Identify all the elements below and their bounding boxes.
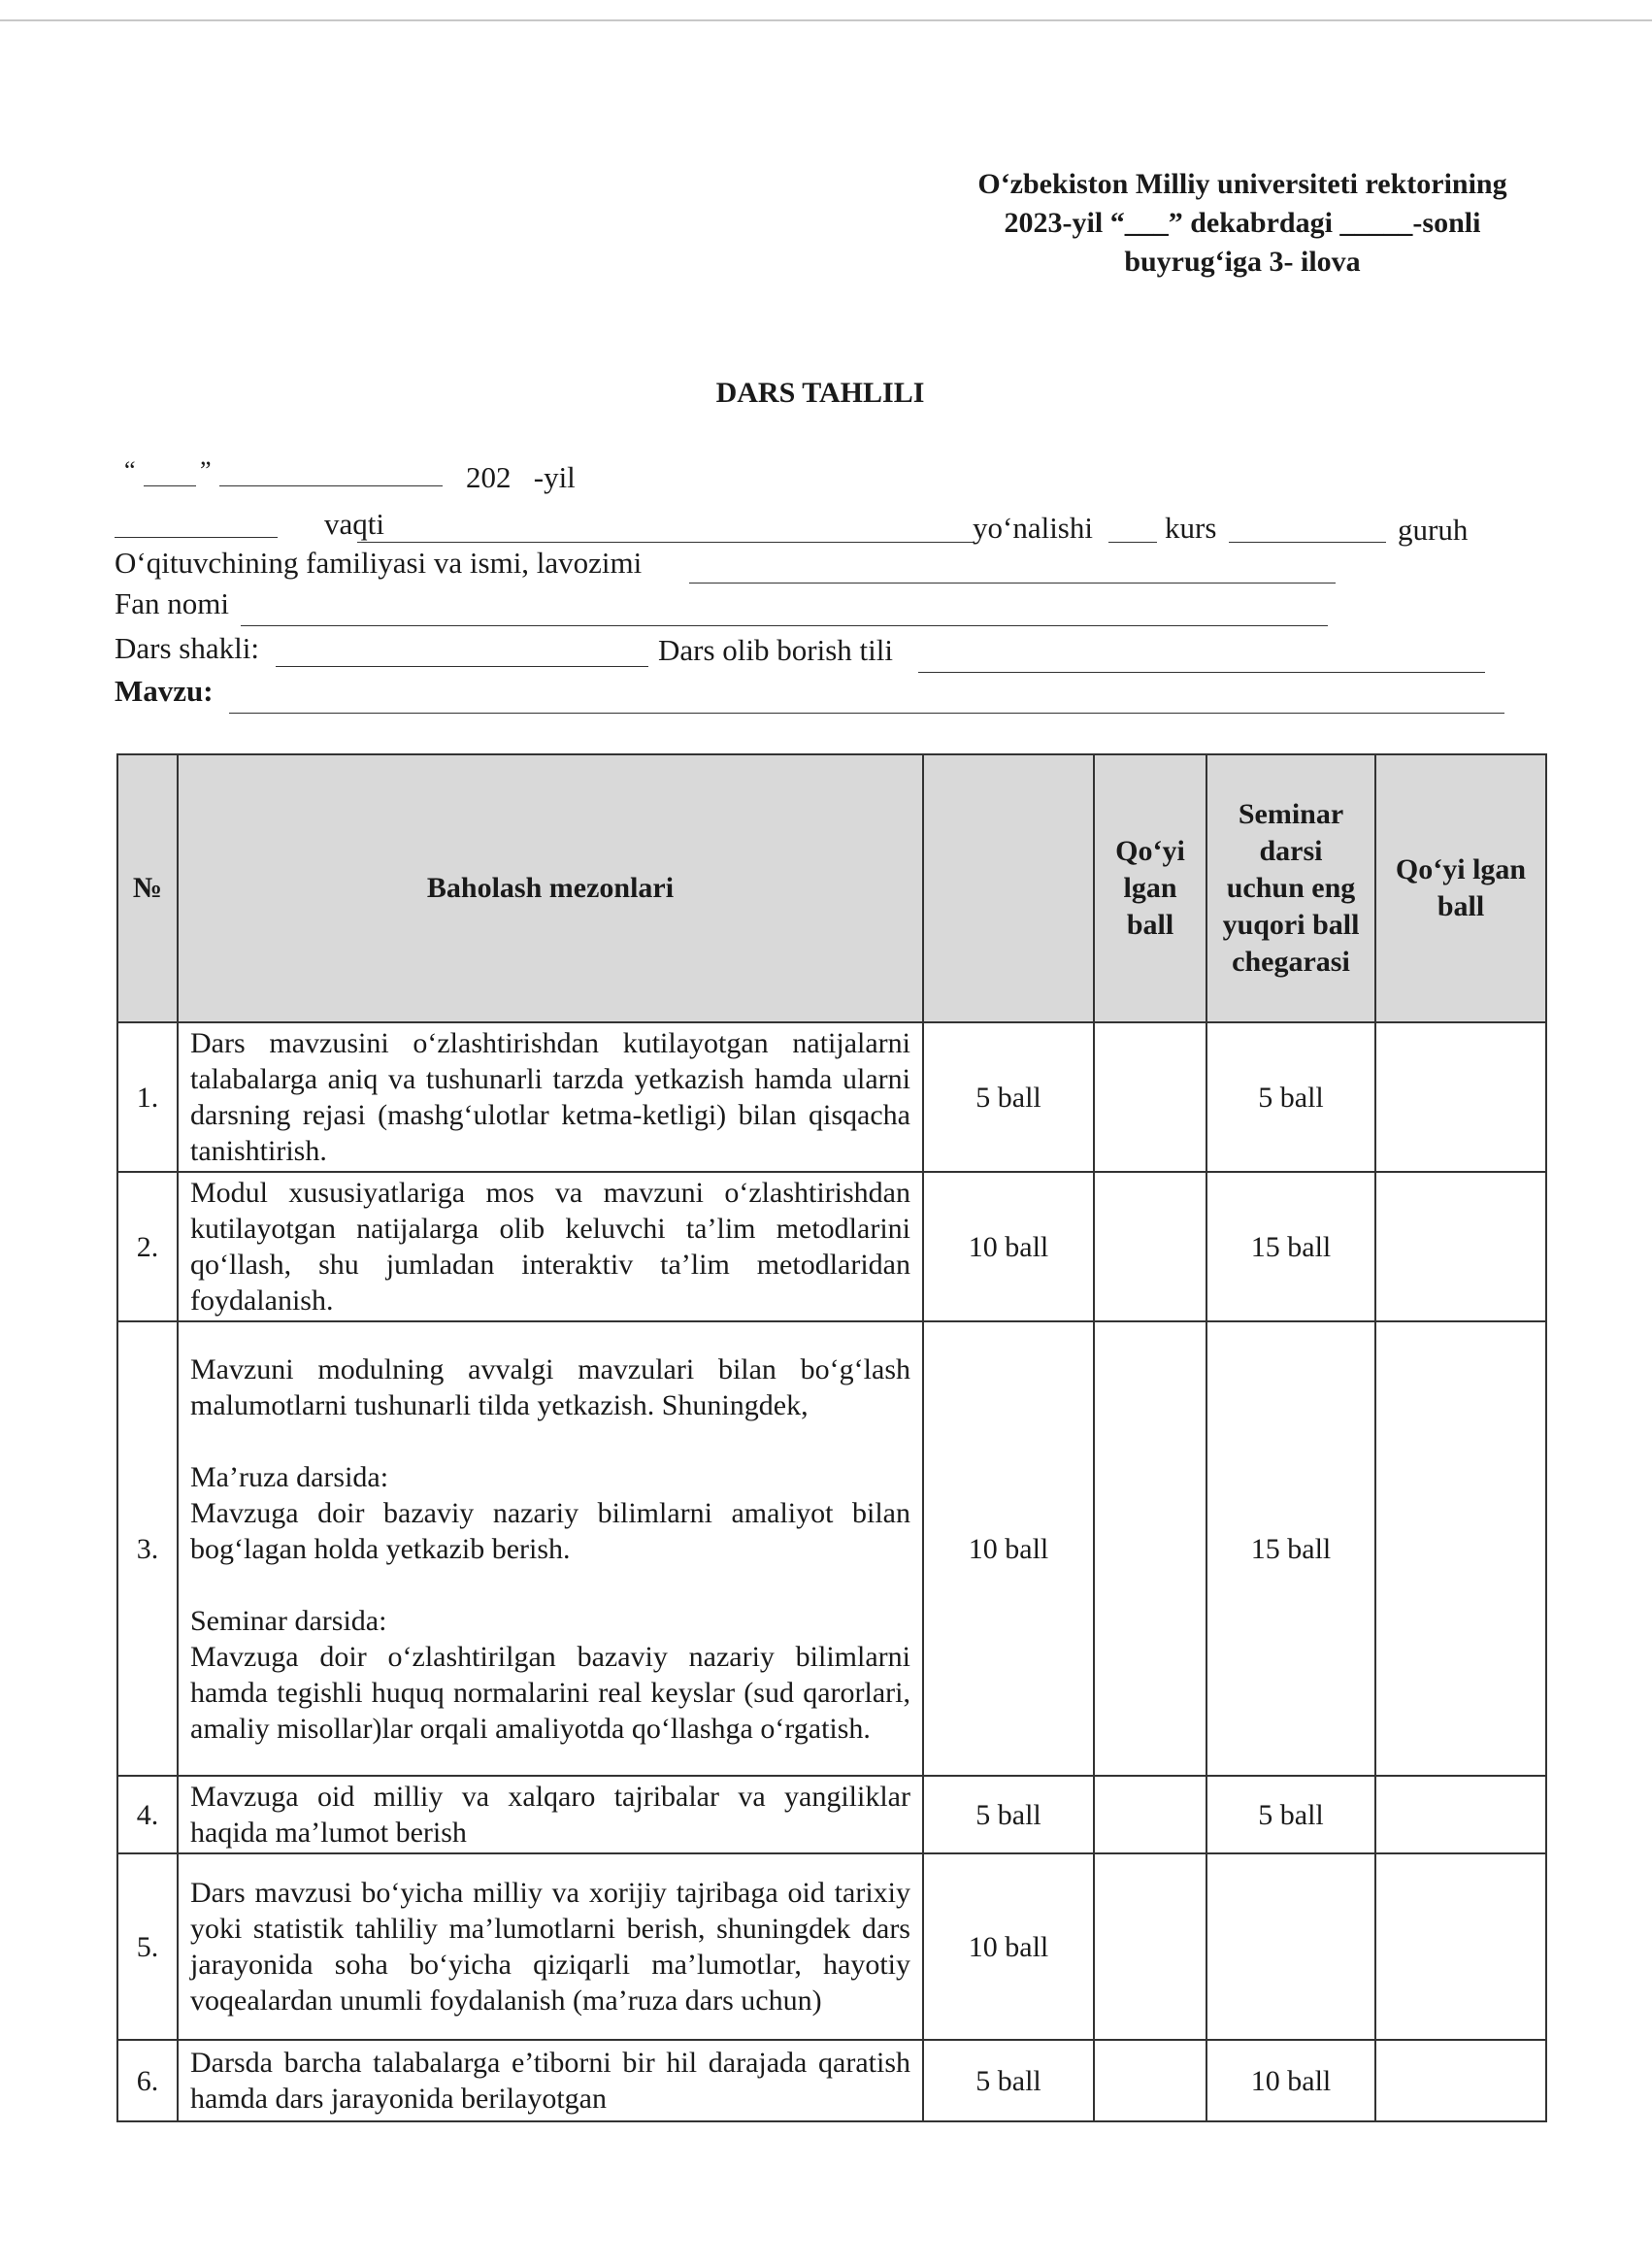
lesson-pair-field[interactable] [115, 537, 278, 538]
lecture-given-cell[interactable] [1094, 1022, 1206, 1172]
language-label: Dars olib borish tili [658, 633, 893, 667]
criterion-text [178, 1776, 923, 1853]
seminar-max-ball: 5 ball [1206, 1022, 1375, 1172]
seminar-given-cell[interactable] [1375, 1321, 1546, 1776]
header-criteria: Baholash mezonlari [178, 754, 923, 1022]
criteria-table [116, 753, 1547, 2122]
seminar-given-cell[interactable] [1375, 1853, 1546, 2040]
criterion-paragraph: Mavzuni modulning avvalgi mavzulari bilan bo‘g‘lash malumotlarni tushunarli tilda yetkazish. Shuningdek, [190, 1352, 910, 1421]
criterion-text [178, 1022, 923, 1172]
seminar-subheading: Seminar darsida: [190, 1604, 387, 1637]
lesson-form-field[interactable] [276, 666, 648, 667]
lecture-given-cell[interactable] [1094, 1321, 1206, 1776]
criterion-text [178, 2040, 923, 2121]
criterion-paragraph: Mavzuga doir o‘zlashtirilgan bazaviy nazariy bilimlarni hamda tegishli huquq normalarini real keyslar (sud qarorlari, amaliy misollar)lar orqali amaliyotda qo‘llashga o‘rgatish. [190, 1640, 910, 1745]
lecture-max-ball: 10 ball [923, 1172, 1094, 1321]
teacher-field[interactable] [689, 583, 1336, 584]
row-num: 5. [117, 1853, 178, 2040]
date-day-field[interactable] [144, 485, 196, 486]
row-num: 2. [117, 1172, 178, 1321]
seminar-max-ball: 5 ball [1206, 1776, 1375, 1853]
table-header-row [117, 754, 1546, 1022]
direction-label: yo‘nalishi [973, 511, 1093, 545]
lecture-given-cell[interactable] [1094, 1172, 1206, 1321]
table-row [117, 1853, 1546, 2040]
subject-label: Fan nomi [115, 586, 229, 620]
group-label: guruh [1398, 513, 1469, 547]
criterion-paragraph: Darsda barcha talabalarga e’tiborni bir hil darajada qaratish hamda dars jarayonida berilayotgan [190, 2047, 910, 2115]
seminar-given-cell[interactable] [1375, 1022, 1546, 1172]
approval-line-1: O‘zbekiston Milliy universiteti rektorining [977, 168, 1507, 200]
header-lecture-given: Qo‘yi lgan ball [1094, 754, 1206, 1022]
lesson-form-label: Dars shakli: [115, 631, 259, 665]
time-label: vaqti [324, 507, 384, 541]
criterion-paragraph: Dars mavzusi bo‘yicha milliy va xorijiy tajribaga oid tarixiy yoki statistik tahliliy ma’lumotlarni berish, shuningdek dars jarayonida soha bo‘yicha qiziqarli ma’lumotlar, hayotiy voqealardan unumli foydalanish (ma’ruza dars uchun) [190, 1877, 910, 2017]
seminar-max-ball: 15 ball [1206, 1321, 1375, 1776]
lecture-max-ball: 5 ball [923, 2040, 1094, 2121]
criterion-paragraph: Mavzuga doir bazaviy nazariy bilimlarni amaliyot bilan bog‘lagan holda yetkazib berish. [190, 1496, 910, 1565]
lecture-given-cell[interactable] [1094, 1853, 1206, 2040]
seminar-max-ball: 15 ball [1206, 1172, 1375, 1321]
lecture-subheading: Ma’ruza darsida: [190, 1460, 389, 1493]
seminar-given-cell[interactable] [1375, 1172, 1546, 1321]
criterion-paragraph: Modul xususiyatlariga mos va mavzuni o‘zlashtirishdan kutilayotgan natijalarga olib keluvchi ta’lim metodlarini qo‘llash, shu jumladan interaktiv ta’lim metodlaridan foydalanish. [190, 1177, 910, 1317]
criterion-text [178, 1853, 923, 2040]
row-num: 6. [117, 2040, 178, 2121]
approval-line-3: buyrug‘iga 3- ilova [1124, 246, 1361, 278]
table-row [117, 1776, 1546, 1853]
seminar-max-ball: 10 ball [1206, 2040, 1375, 2121]
lecture-max-ball: 10 ball [923, 1321, 1094, 1776]
date-open-quote: “ [124, 456, 136, 484]
criterion-text [178, 1172, 923, 1321]
teacher-label: O‘qituvchining familiyasi va ismi, lavozimi [115, 546, 643, 580]
group-field[interactable] [1229, 542, 1386, 543]
course-field[interactable] [1108, 542, 1157, 543]
header-lecture-max [923, 754, 1094, 1022]
lecture-max-ball: 5 ball [923, 1022, 1094, 1172]
table-row [117, 1321, 1546, 1776]
course-label: kurs [1165, 511, 1217, 545]
table-row [117, 1022, 1546, 1172]
seminar-given-cell[interactable] [1375, 1776, 1546, 1853]
scan-edge-line [0, 19, 1652, 21]
row-num: 4. [117, 1776, 178, 1853]
header-num: № [117, 754, 178, 1022]
lecture-given-cell[interactable] [1094, 1776, 1206, 1853]
subject-field[interactable] [241, 625, 1328, 626]
table-row [117, 2040, 1546, 2121]
lecture-max-ball: 10 ball [923, 1853, 1094, 2040]
header-seminar-max: Seminar darsi uchun eng yuqori ball chegarasi [1206, 754, 1375, 1022]
criterion-text [178, 1321, 923, 1776]
criterion-paragraph: Dars mavzusini o‘zlashtirishdan kutilayotgan natijalarni talabalarga aniq va tushunarli tarzda yetkazish hamda ularni darsning rejasi (mashg‘ulotlar ketma-ketligi) bilan qisqacha tanishtirish. [190, 1027, 910, 1167]
document-title: DARS TAHLILI [715, 377, 925, 409]
seminar-given-cell[interactable] [1375, 2040, 1546, 2121]
lecture-max-ball: 5 ball [923, 1776, 1094, 1853]
direction-field[interactable] [357, 542, 975, 543]
approval-line-2: 2023-yil “___” dekabrdagi _____-sonli [1004, 207, 1481, 239]
lecture-given-cell[interactable] [1094, 2040, 1206, 2121]
date-month-field[interactable] [219, 485, 443, 486]
criterion-paragraph: Mavzuga oid milliy va xalqaro tajribalar va yangiliklar haqida ma’lumot berish [190, 1781, 910, 1849]
table-row [117, 1172, 1546, 1321]
seminar-max-ball [1206, 1853, 1375, 2040]
row-num: 3. [117, 1321, 178, 1776]
topic-label: Mavzu: [115, 674, 214, 708]
date-close-quote: ” [200, 456, 212, 484]
year-label: 202 -yil [466, 460, 576, 494]
language-field[interactable] [918, 672, 1485, 673]
header-seminar-given: Qo‘yi lgan ball [1375, 754, 1546, 1022]
topic-field[interactable] [229, 713, 1504, 714]
approval-note [903, 165, 1582, 282]
row-num: 1. [117, 1022, 178, 1172]
